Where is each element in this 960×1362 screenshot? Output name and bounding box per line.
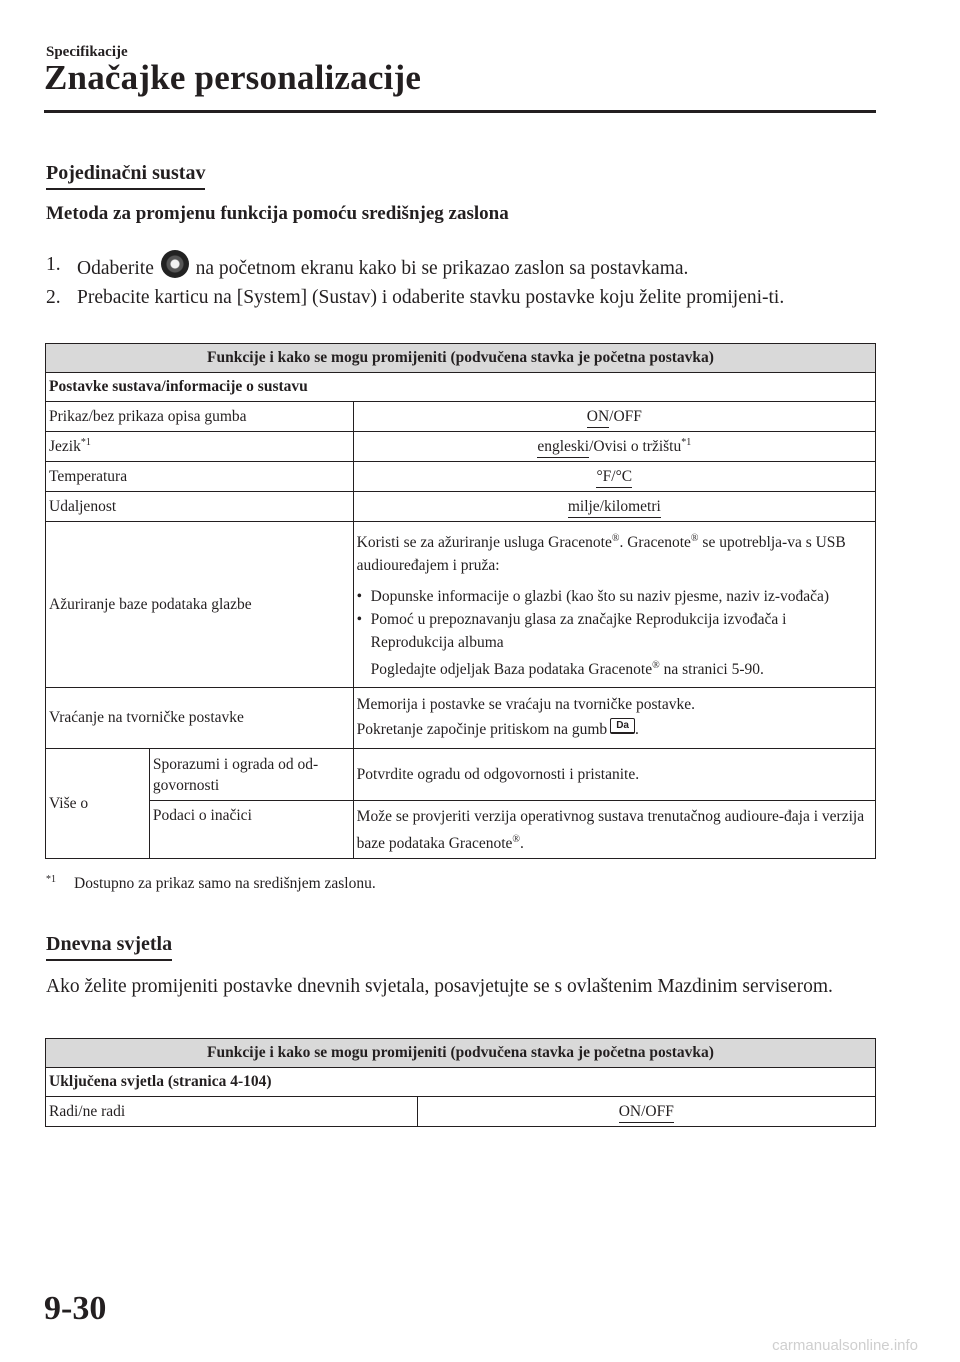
row-value: Potvrdite ogradu od odgovornosti i pristanite. [353,749,875,801]
table-group-row: Uključena svjetla (stranica 4-104) [46,1068,876,1097]
table-group-row: Postavke sustava/informacije o sustavu [46,373,876,402]
row-sublabel: Sporazumi i ograda od od-govornosti [149,749,353,801]
instruction-steps [46,250,876,312]
heading-individual-system: Pojedinačni sustav [46,162,205,190]
list-item: • Dopunske informacije o glazbi (kao što su naziv pjesme, naziv iz-vođača) [356,588,830,606]
title-divider [44,110,876,113]
table-header: Funkcije i kako se mogu promijeniti (podvučena stavka je početna postavka) [46,344,876,373]
table-header: Funkcije i kako se mogu promijeniti (podvučena stavka je početna postavka) [46,1039,876,1068]
row-value: Koristi se za ažuriranje usluga Gracenote®. Gracenote® se upotreblja-va s USB audiouređajem i pruža: • Dopunske informacije o glazbi (kao što su naziv pjesme, naziv iz-vođača) • Pomoć u prepoznavanju glasa za značajke Reprodukcija izvođača i Reprodukcija albuma Pogledajte odjeljak Baza podataka Gracenote® na stranici 5-90. [353,522,875,688]
page-title: Značajke personalizacije [44,58,422,97]
row-value: Može se provjeriti verzija operativnog sustava trenutačnog audioure-đaja i verzija baze podataka Gracenote®. [353,801,875,859]
step-number: 1. [46,254,61,275]
row-label: Više o [46,749,150,859]
table-row [46,688,876,749]
da-key-icon: Da [610,718,635,734]
system-settings-table [45,343,876,859]
heading-daylights: Dnevna svjetla [46,933,172,961]
settings-gear-icon [161,250,189,278]
table-row [46,462,876,492]
table-row [46,1097,876,1127]
row-label: Temperatura [46,462,354,492]
step-text: Prebacite karticu na [System] (Sustav) i odaberite stavku postavke koju želite promijeni-ti. [77,287,785,308]
table-row [46,432,876,462]
row-label: Udaljenost [46,492,354,522]
row-label: Prikaz/bez prikaza opisa gumba [46,402,354,432]
table-row [46,492,876,522]
step-1 [46,250,876,283]
row-value: Memorija i postavke se vraćaju na tvorničke postavke. Pokretanje započinje pritiskom na gumb Da . [353,688,875,749]
table-row [46,402,876,432]
row-value: milje/kilometri [353,492,875,522]
row-label: Radi/ne radi [46,1097,418,1127]
list-item: • Pomoć u prepoznavanju glasa za značajke Reprodukcija izvođača i Reprodukcija albuma [356,611,787,652]
row-value: ON/OFF [353,402,875,432]
row-sublabel: Podaci o inačici [149,801,353,859]
row-value: °F/°C [353,462,875,492]
row-value: engleski/Ovisi o tržištu$^{*1}$ [353,432,875,462]
step-2 [46,283,876,312]
step-number: 2. [46,287,61,308]
footnote: $^{*1}$ Dostupno za prikaz samo na središnjem zaslonu. [46,874,376,893]
daylights-description: Ako želite promijeniti postavke dnevnih svjetala, posavjetujte se s ovlaštenim Mazdinim serviserom. [46,976,833,997]
row-label: Jezik$^{*1}$ [46,432,354,462]
watermark: carmanualsonline.info [772,1337,918,1354]
table-row [46,522,876,688]
daylights-table [45,1038,876,1127]
row-label: Ažuriranje baze podataka glazbe [46,522,354,688]
table-row [46,749,876,801]
page-number: 9-30 [44,1290,107,1327]
section-label: Specifikacije [46,44,128,60]
row-label: Vraćanje na tvorničke postavke [46,688,354,749]
subheading-central-display: Metoda za promjenu funkcija pomoću središnjeg zaslona [46,203,509,224]
table-row [46,801,876,859]
row-value: ON/OFF [417,1097,875,1127]
step-text: Odaberite na početnom ekranu kako bi se prikazao zaslon sa postavkama. [77,250,688,283]
